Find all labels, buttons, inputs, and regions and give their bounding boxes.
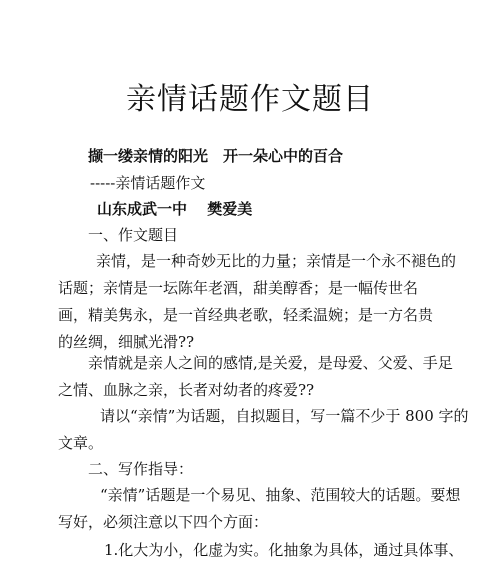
document-sub-subtitle: -----亲情话题作文 <box>90 174 206 192</box>
document-author: 山东成武一中 樊爱美 <box>97 200 253 218</box>
paragraph-1 <box>58 248 456 356</box>
paragraph-4-line: “亲情”话题是一个易见、抽象、范围较大的话题。要想 <box>100 486 461 504</box>
paragraph-3-line: 文章。 <box>58 434 104 452</box>
paragraph-2-line: 之情、血脉之亲，长者对幼者的疼爱?? <box>58 381 315 399</box>
paragraph-2 <box>58 350 453 404</box>
paragraph-1-line: 的丝绸，细腻光滑?? <box>58 333 195 351</box>
paragraph-3 <box>58 403 469 457</box>
paragraph-3-line: 请以“亲情”为话题，自拟题目，写一篇不少于 800 字的 <box>100 407 469 425</box>
paragraph-4-line: 写好，必须注意以下四个方面： <box>58 513 269 531</box>
paragraph-2-line: 亲情就是亲人之间的感情,是关爱，是母爱、父爱、手足 <box>88 354 453 372</box>
paragraph-5-line: 1.化大为小，化虚为实。化抽象为具体，通过具体事、 <box>104 541 464 559</box>
paragraph-4 <box>58 482 460 536</box>
paragraph-1-line: 话题；亲情是一坛陈年老酒，甜美醇香；是一幅传世名 <box>58 279 419 297</box>
document-title: 亲情话题作文题目 <box>126 82 374 117</box>
paragraph-1-line: 亲情，是一种奇妙无比的力量；亲情是一个永不褪色的 <box>96 252 457 270</box>
document-subtitle: 撷一缕亲情的阳光 开一朵心中的百合 <box>88 147 344 165</box>
paragraph-5 <box>58 537 463 564</box>
section-heading-2: 二、写作指导： <box>88 460 194 478</box>
section-heading-1: 一、作文题目 <box>88 226 179 244</box>
paragraph-1-line: 画，精美隽永，是一首经典老歌，轻柔温婉；是一方名贵 <box>58 306 434 324</box>
